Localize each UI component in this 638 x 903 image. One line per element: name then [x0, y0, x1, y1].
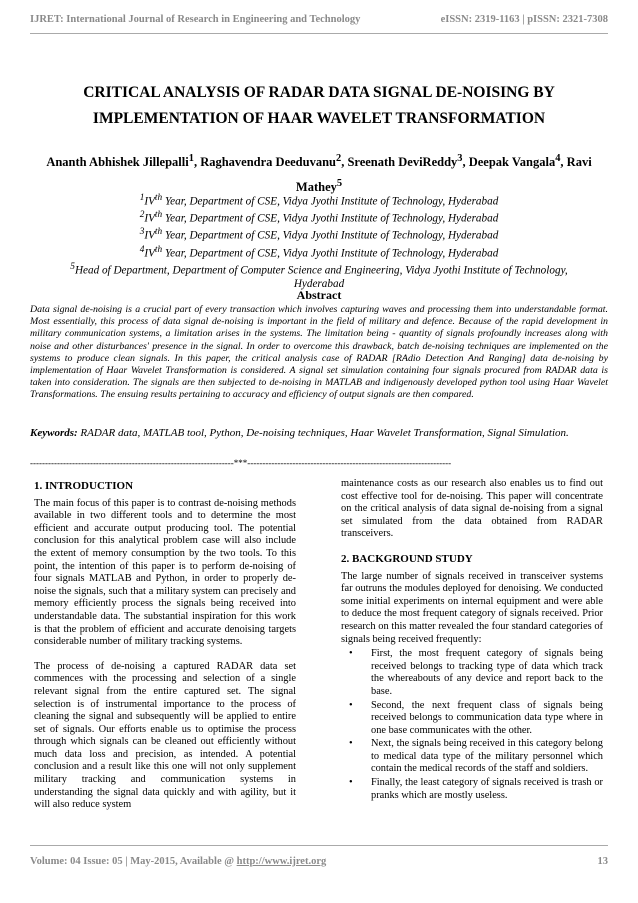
aff-3-prefix: IV [144, 230, 155, 243]
title-line-1: CRITICAL ANALYSIS OF RADAR DATA SIGNAL DE-NOISING BY [83, 84, 555, 101]
list-item-text: Finally, the least category of signals received is trash or pranks which are mostly useless. [371, 777, 603, 801]
abstract-heading: Abstract [296, 288, 342, 302]
background-heading: 2. BACKGROUND STUDY [341, 552, 473, 565]
author-3: Sreenath DeviReddy [347, 155, 458, 170]
footer-volume [30, 856, 326, 867]
author-2-sup: 2 [335, 153, 342, 164]
bullet-icon: • [349, 738, 353, 750]
category-list [341, 648, 603, 802]
intro-paragraph-3: maintenance costs as our research also enables us to find out cost effective tool for de-noising. This paper will concentrate on the critical analysis of data signal de-noising from a signal set simulated from the data obtained from RADAR transceivers. [341, 478, 603, 540]
page-number: 13 [597, 856, 608, 867]
aff-1-sup: th [154, 193, 163, 203]
intro-heading: 1. INTRODUCTION [34, 480, 134, 492]
author-5-sup: 5 [336, 178, 343, 190]
affiliation-4 [30, 244, 608, 261]
author-4-sup: 4 [555, 153, 561, 164]
affiliation-2 [30, 209, 608, 226]
author-2: Raghavendra Deeduvanu [200, 155, 336, 170]
list-item-text: Next, the signals being received in this category belong to medical data type of the military personnel which contain the medical records of the staff and soldiers. [371, 738, 603, 775]
intro-paragraph-1: The main focus of this paper is to contrast de-noising methods available in two different tools and to determine the most efficient and accurate output producing tool. The potential conclusion for this analytical problem case will also include the extent of memory consumption by the two tools. To this point, the intention of this paper is to perform de-noising of four signals MATLAB and Python, in order to properly de-noise the signals, such that a military system can precisely and memory efficiently process the signals being received into understandable data. The substantial inspiration for this work is that the problem of efficient and accurate denoising targets considerable number of military tracking systems. [34, 497, 296, 648]
author-3-sup: 3 [457, 153, 463, 164]
aff-2-sup: th [154, 210, 163, 221]
journal-name: IJRET: International Journal of Research in Engineering and Technology [30, 14, 361, 25]
aff-1-text: Year, Department of CSE, Vidya Jyothi Institute of Technology, Hyderabad [162, 195, 499, 208]
aff-4-sup: th [154, 244, 163, 255]
running-header [30, 14, 608, 25]
footer-volume-text: Volume: 04 Issue: 05 | May-2015, Available @ [30, 856, 237, 867]
aff-4-prefix: IV [144, 247, 155, 260]
aff-1-prefix: IV [144, 195, 155, 208]
affiliation-1 [30, 192, 608, 209]
list-item [349, 738, 603, 776]
aff-1-num: 1 [139, 193, 145, 203]
list-item-text: Second, the next frequent class of signals being received belongs to communication data type where in one base communicates with the other. [371, 699, 603, 736]
aff-2-prefix: IV [144, 212, 155, 225]
affiliation-3 [30, 226, 608, 243]
keywords [30, 425, 608, 442]
author-list: Ananth Abhishek Jillepalli$^1$, Raghavendra Deeduvanu$^2$, Sreenath DeviReddy$^3$, Deepak Vangala$^4$, Ravi Mathey$^5$ [46, 153, 592, 195]
author-5: Ravi Mathey [295, 155, 592, 195]
intro-paragraph-2: The process of de-noising a captured RADAR data set commences with the processing and selection of a single relevant signal from the entire captured set. The signal selection is of instrumental importance to the process of cleaning the signal and subsequently will be applied to entire set of signals. Our efforts enable us to optimise the process through which signals can be cleaned out efficiently without much data loss and precision, as intended. A potential conclusion and a result like this one will not only supplement military tracking and communication systems in understanding the signal data quickly and with agility, but it will also reduce system [34, 660, 296, 811]
running-footer [30, 856, 608, 867]
keywords-text: RADAR data, MATLAB tool, Python, De-noising techniques, Haar Wavelet Transformation, Signal Simulation. [77, 427, 569, 439]
aff-3-sup: th [154, 227, 163, 238]
aff-4-text: Year, Department of CSE, Vidya Jyothi Institute of Technology, Hyderabad [162, 247, 499, 260]
aff-3-text: Year, Department of CSE, Vidya Jyothi Institute of Technology, Hyderabad [162, 230, 499, 243]
aff-2-num: 2 [139, 210, 145, 221]
list-item [349, 777, 603, 802]
list-item-text: First, the most frequent category of signals being received belongs to tracking type of data which track the whereabouts of any device and report back to the base. [371, 648, 603, 697]
affiliations [30, 192, 608, 292]
author-4: Deepak Vangala [468, 155, 556, 170]
author-1-sup: 1 [188, 153, 194, 164]
list-item [349, 699, 603, 738]
paper-title [30, 80, 608, 132]
aff-5-text: Head of Department, Department of Computer Science and Engineering, Vidya Jyothi Institute of Technology, [74, 264, 568, 277]
affiliation-5 [30, 261, 608, 278]
abstract-text: Data signal de-noising is a crucial part of every transaction which involves capturing waves and processing them into understandable format. Most essentially, this process of data signal de-noising is important in the field of military and defence. Because of the rapid development in military communication systems, a limitation arises in the systems. The limitation being - quantity of signals profoundly increases along with noise and other disturbances' presence in the signal. In order to overcome this drawback, batch de-noising techniques are implemented on the systems to produce clean signals. In this paper, the critical analysis case of RADAR [RAdio Detection And Ranging] data de-noising by implementation of Haar Wavelet Transformation is considered. A signal set simulation containing four signals procured from RADAR data is taken into consideration. The signals are then subjected to de-noising in MATLAB and indigenously developed python tool using Haar Wavelet Transformations. The ensuing results pertaining to accuracy and efficiency of output signals are then compared. [30, 304, 608, 401]
bullet-icon: • [349, 699, 353, 711]
title-line-2: IMPLEMENTATION OF HAAR WAVELET TRANSFORMATION [92, 110, 546, 127]
list-item [349, 648, 603, 698]
bullet-icon: • [349, 777, 353, 789]
aff-5-num: 5 [70, 261, 75, 272]
footer-rule [30, 845, 608, 846]
background-paragraph-1: The large number of signals received in transceiver systems far outruns the modules deployed for denoising. We conducted some initial experiments on internal equipment and were able to deduce the most frequent category of signals received. Prior research on this matter revealed the four standard categories of signals being received frequently: [341, 570, 603, 645]
left-column [34, 478, 296, 824]
right-column [341, 478, 603, 803]
section-separator: --------------------------------------------------------------------***-------------------------------------------------------------------- [30, 458, 452, 468]
aff-5-city: Hyderabad [293, 278, 345, 291]
journal-link[interactable]: http://www.ijret.org [236, 856, 327, 867]
issn: eISSN: 2319-1163 | pISSN: 2321-7308 [440, 14, 608, 25]
keywords-label: Keywords: [30, 427, 78, 439]
aff-2-text: Year, Department of CSE, Vidya Jyothi Institute of Technology, Hyderabad [162, 212, 499, 225]
header-rule [30, 33, 608, 34]
aff-3-num: 3 [139, 227, 145, 238]
bullet-icon: • [349, 648, 353, 660]
aff-4-num: 4 [139, 244, 145, 255]
author-1: Ananth Abhishek Jillepalli [46, 155, 189, 170]
